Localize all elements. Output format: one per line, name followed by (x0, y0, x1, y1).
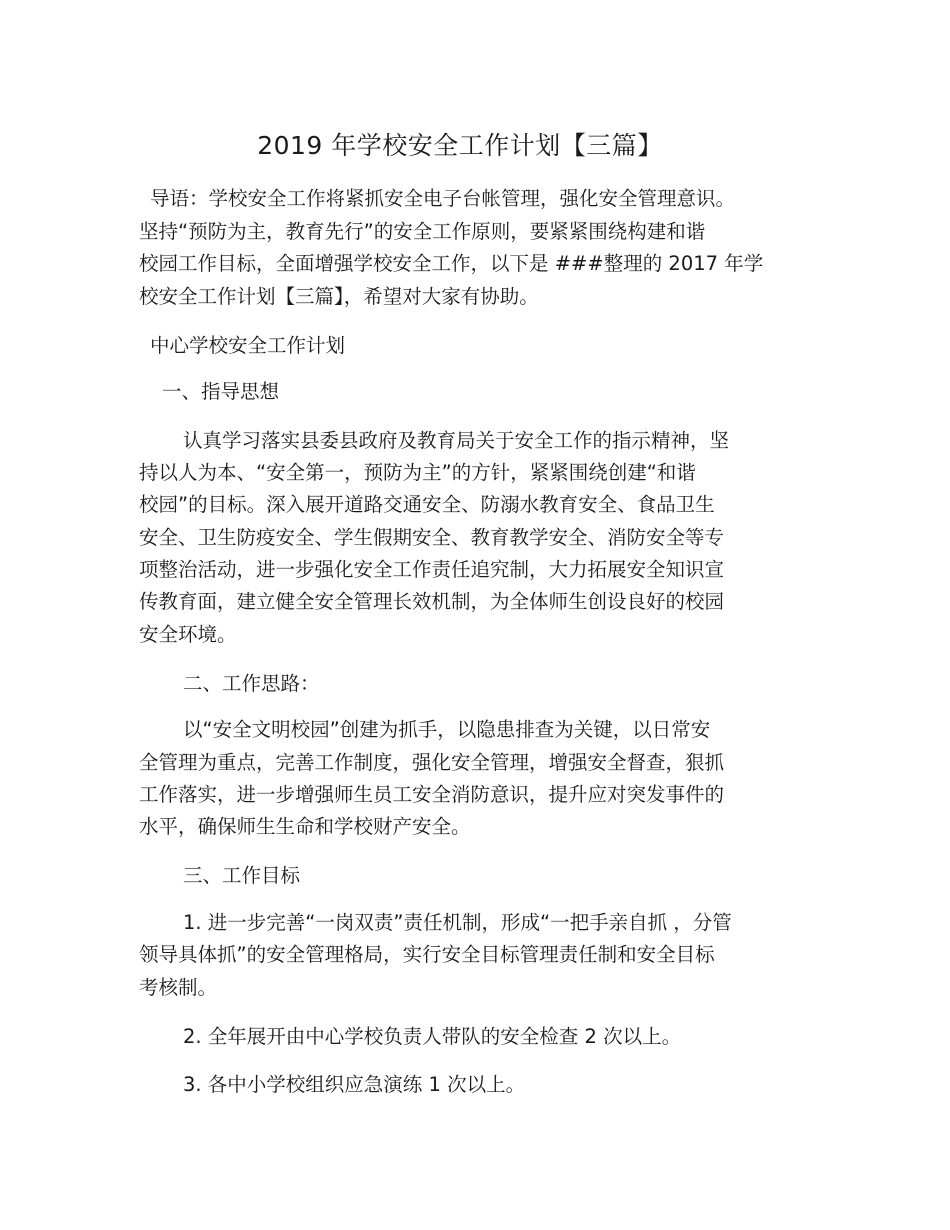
intro-line: 校园工作目标，全面增强学校安全工作，以下是 ###整理的 2017 年学 (139, 252, 764, 275)
paragraph-line: 安全环境。 (139, 623, 237, 646)
document-title: 2019 年学校安全工作计划【三篇】 (257, 131, 663, 160)
goal-item-line: 领导具体抓”的安全管理格局，实行安全目标管理责任制和安全目标 (139, 943, 715, 966)
goal-item: 3. 各中小学校组织应急演练 1 次以上。 (183, 1073, 526, 1096)
paragraph-line: 全管理为重点，完善工作制度，强化安全管理，增强安全督查，狠抓 (139, 751, 725, 774)
paragraph-line: 项整治活动，进一步强化安全工作责任追究制，大力拓展安全知识宣 (139, 558, 725, 581)
intro-line: 校安全工作计划【三篇】，希望对大家有协助。 (139, 285, 539, 308)
goal-item-line: 1. 进一步完善“一岗双责”责任机制，形成“一把手亲自抓 ，分管 (183, 911, 732, 934)
intro-line: 导语：学校安全工作将紧抓安全电子台帐管理，强化安全管理意识。 (150, 187, 736, 210)
intro-line: 坚持“预防为主，教育先行”的安全工作原则，要紧紧围绕构建和谐 (139, 220, 706, 243)
paragraph-line: 持以人为本、“安全第一，预防为主”的方针，紧紧围绕创建“和谐 (139, 461, 696, 484)
section-title: 中心学校安全工作计划 (150, 334, 346, 357)
heading-work-approach: 二、工作思路： (183, 672, 320, 695)
paragraph-line: 工作落实，进一步增强师生员工安全消防意识，提升应对突发事件的 (139, 783, 725, 806)
paragraph-line: 以“安全文明校园”创建为抓手，以隐患排查为关键，以日常安 (183, 718, 711, 741)
heading-work-goals: 三、工作目标 (183, 864, 301, 887)
paragraph-line: 水平，确保师生生命和学校财产安全。 (139, 815, 471, 838)
paragraph-line: 校园”的目标。深入展开道路交通安全、防溺水教育安全、食品卫生 (139, 493, 715, 516)
paragraph-line: 传教育面，建立健全安全管理长效机制，为全体师生创设良好的校园 (139, 590, 725, 613)
goal-item-line: 考核制。 (139, 976, 218, 999)
heading-guiding-thought: 一、指导思想 (162, 380, 280, 403)
paragraph-line: 认真学习落实县委县政府及教育局关于安全工作的指示精神，坚 (183, 429, 730, 452)
goal-item: 2. 全年展开由中心学校负责人带队的安全检查 2 次以上。 (183, 1025, 682, 1048)
paragraph-line: 安全、卫生防疫安全、学生假期安全、教育教学安全、消防安全等专 (139, 526, 725, 549)
